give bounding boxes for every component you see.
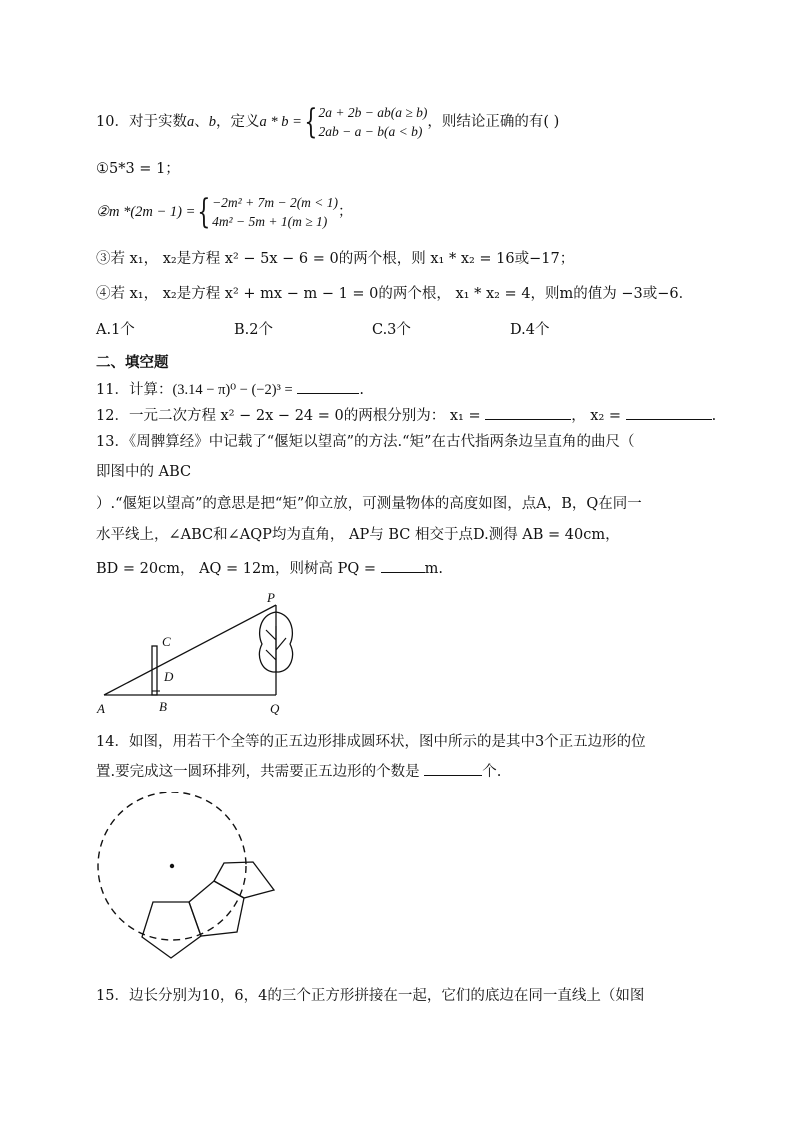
q10-option-d: D.4个	[510, 322, 550, 338]
var-b: b	[208, 114, 216, 130]
label-p: P	[267, 590, 275, 605]
q10-statement-2: ②m *(2m − 1) ={ −2m² + 7m − 2(m < 1) 4m² − 5m + 1(m ≥ 1) ；	[96, 192, 353, 232]
q10-option-b: B.2个	[234, 322, 273, 338]
q11: 11．计算：(3.14 − π)⁰ − (−2)³ = .	[96, 382, 364, 398]
brace-glyph: {	[304, 102, 318, 142]
label-q: Q	[270, 701, 280, 716]
q12-x2-blank[interactable]	[626, 406, 712, 420]
pentagon-2	[189, 881, 244, 936]
q13-answer-blank[interactable]	[381, 559, 425, 573]
center-dot	[170, 864, 174, 868]
q14-line-1: 14．如图，用若干个全等的正五边形排成圆环状，图中所示的是其中3个正五边形的位	[96, 734, 646, 750]
q10-stem: 10．对于实数a、b，定义a * b ={ 2a + 2b − ab(a ≥ b) 2ab − a − b(a < b) ，则结论正确的有( )	[96, 102, 560, 142]
op-definition-cases: 2a + 2b − ab(a ≥ b) 2ab − a − b(a < b)	[318, 105, 428, 139]
label-a: A	[97, 701, 105, 716]
q10-option-a: A.1个	[96, 322, 135, 338]
label-d: D	[164, 669, 174, 684]
q11-answer-blank[interactable]	[297, 380, 359, 394]
q10-statement-3: ③若 x₁， x₂是方程 x² − 5x − 6 = 0的两个根，则 x₁ * x₂ = 16或−17；	[96, 251, 575, 267]
q13-line-3: ）.“偃矩以望高”的意思是把“矩”仰立放，可测量物体的高度如图，点A，B，Q在同一	[96, 496, 642, 512]
q10-statement-2-cases: −2m² + 7m − 2(m < 1) 4m² − 5m + 1(m ≥ 1)	[212, 195, 339, 229]
section-title-fill-blank: 二、填空题	[96, 355, 169, 371]
label-c: C	[162, 634, 171, 649]
q15-line-1: 15．边长分别为10，6，4的三个正方形拼接在一起，它们的底边在同一直线上（如图	[96, 988, 645, 1004]
label-b: B	[159, 699, 167, 714]
q13-line-1: 13．《周髀算经》中记载了“偃矩以望高”的方法.“矩”在古代指两条边呈直角的曲尺（	[96, 434, 635, 450]
q10-statement-4: ④若 x₁， x₂是方程 x² + mx − m − 1 = 0的两个根， x₁ * x₂ = 4，则m的值为 −3或−6．	[96, 286, 694, 302]
q14-answer-blank[interactable]	[424, 762, 482, 776]
q10-statement-1: ①5*3 = 1；	[96, 161, 180, 177]
brace-glyph: {	[197, 192, 211, 232]
op-definition-lhs: a * b =	[259, 114, 302, 130]
q10-option-c: C.3个	[372, 322, 411, 338]
sight-line-ap	[104, 605, 276, 695]
var-a: a	[186, 114, 195, 130]
q13-line-2: 即图中的 ABC	[96, 464, 192, 480]
q13-line-5: BD = 20cm， AQ = 12m，则树高 PQ = m.	[96, 561, 443, 577]
carpenter-square	[152, 646, 157, 695]
q13-line-4: 水平线上，∠ABC和∠AQP均为直角， AP与 BC 相交于点D.测得 AB = 40cm，	[96, 527, 620, 543]
q12-x1-blank[interactable]	[485, 406, 571, 420]
q14-figure	[90, 792, 290, 992]
q12: 12．一元二次方程 x² − 2x − 24 = 0的两根分别为： x₁ = ， x₂ = .	[96, 408, 717, 424]
q14-line-2: 置.要完成这一圆环排列，共需要正五边形的个数是 个.	[96, 764, 502, 780]
q13-figure	[90, 588, 300, 718]
